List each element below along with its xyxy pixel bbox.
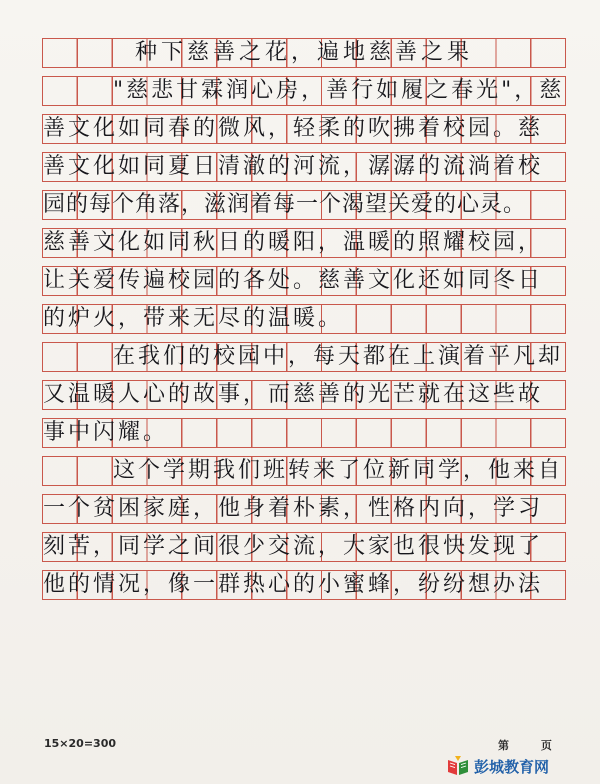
essay-grid [42, 38, 566, 608]
grid-row [42, 380, 566, 410]
essay-line: 园的每个角落，滋润着每一个渴望关爱的心灵。 [43, 192, 527, 217]
watermark-text: 彭城教育网 [474, 757, 550, 776]
grid-row [42, 570, 566, 600]
grid-row [42, 456, 566, 486]
grid-row [42, 418, 566, 448]
essay-title: 种下慈善之花，遍地慈善之果 [134, 40, 473, 65]
grid-size-label: 15×20=300 [44, 737, 117, 750]
essay-line: 让关爱传遍校园的各处。慈善文化还如同冬日 [43, 268, 544, 293]
grid-row [42, 342, 566, 372]
essay-line: 这个学期我们班转来了位新同学，他来自 [113, 458, 564, 483]
essay-line: 慈善文化如同秋日的暖阳，温暖的照耀校园， [43, 230, 544, 255]
grid-row [42, 152, 566, 182]
grid-row [42, 228, 566, 258]
essay-line: 刻苦，同学之间很少交流，大家也很快发现了 [43, 534, 544, 559]
essay-line: 他的情况，像一群热心的小蜜蜂，纷纷想办法 [43, 572, 544, 597]
essay-line: 的炉火，带来无尽的温暖。 [43, 306, 344, 331]
watermark [446, 754, 549, 778]
grid-row [42, 304, 566, 334]
grid-row [42, 38, 566, 68]
essay-line: 善文化如同夏日清澈的河流，潺潺的流淌着校 [43, 154, 544, 179]
essay-line: 善文化如同春的微风，轻柔的吹拂着校园。慈 [43, 116, 544, 141]
essay-line: 在我们的校园中，每天都在上演着平凡却 [113, 344, 564, 369]
grid-row [42, 190, 566, 220]
grid-row [42, 76, 566, 106]
essay-line: 又温暖人心的故事，而慈善的光芒就在这些故 [43, 382, 544, 407]
grid-row [42, 266, 566, 296]
grid-row [42, 494, 566, 524]
essay-line: 事中闪耀。 [43, 420, 169, 445]
page-label: 第 页 [498, 739, 566, 752]
book-logo-icon [446, 755, 470, 777]
essay-line: 一个贫困家庭，他身着朴素，性格内向，学习 [43, 496, 544, 521]
essay-line: "慈悲甘霖润心房，善行如履之春光"，慈 [113, 78, 565, 103]
grid-row [42, 532, 566, 562]
grid-row [42, 114, 566, 144]
